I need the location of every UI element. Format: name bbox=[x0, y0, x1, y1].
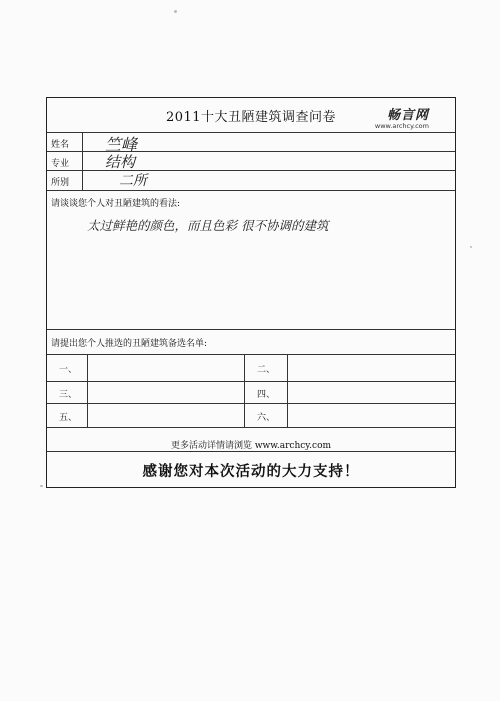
nominee-slot-4: 四、 bbox=[257, 390, 276, 400]
major-value: 结构 bbox=[105, 153, 136, 171]
row-divider bbox=[47, 403, 455, 404]
name-label: 姓名 bbox=[51, 140, 70, 150]
logo-text: 畅言网 bbox=[386, 108, 429, 123]
major-label: 专业 bbox=[51, 159, 70, 169]
opinion-prompt: 请谈谈您个人对丑陋建筑的看法: bbox=[51, 199, 181, 209]
nominee-slot-5: 五、 bbox=[59, 413, 78, 423]
nominee-prompt: 请提出您个人推选的丑陋建筑备选名单: bbox=[51, 339, 208, 349]
nominee-slot-2: 二、 bbox=[257, 365, 276, 375]
opinion-answer: 太过鲜艳的颜色，而且色彩 很不协调的建筑 bbox=[87, 218, 329, 233]
row-divider bbox=[47, 427, 455, 428]
row-divider bbox=[47, 381, 455, 382]
row-divider bbox=[47, 354, 455, 355]
row-divider bbox=[47, 329, 455, 330]
thanks-message: 感谢您对本次活动的大力支持！ bbox=[142, 463, 360, 480]
grid-divider bbox=[287, 354, 288, 427]
row-divider bbox=[47, 190, 455, 191]
nominee-slot-6: 六、 bbox=[257, 413, 276, 423]
scan-mark bbox=[174, 10, 177, 13]
logo-url: www.archcy.com bbox=[374, 122, 429, 130]
nominee-slot-1: 一、 bbox=[59, 365, 78, 375]
survey-form bbox=[46, 97, 456, 488]
row-divider bbox=[47, 451, 455, 452]
footer-link: 更多活动详情请浏览 www.archcy.com bbox=[170, 441, 332, 451]
scan-mark bbox=[470, 246, 472, 248]
dept-label: 所别 bbox=[51, 178, 70, 188]
grid-divider bbox=[244, 354, 245, 427]
label-column-divider bbox=[82, 132, 83, 190]
scan-mark bbox=[40, 485, 43, 487]
dept-value: 二所 bbox=[119, 173, 147, 189]
name-value: 竺峰 bbox=[105, 135, 138, 154]
nominee-slot-3: 三、 bbox=[59, 390, 78, 400]
grid-divider bbox=[87, 354, 88, 427]
site-logo bbox=[375, 104, 429, 130]
form-title: 2011十大丑陋建筑调查问卷 bbox=[165, 110, 337, 125]
